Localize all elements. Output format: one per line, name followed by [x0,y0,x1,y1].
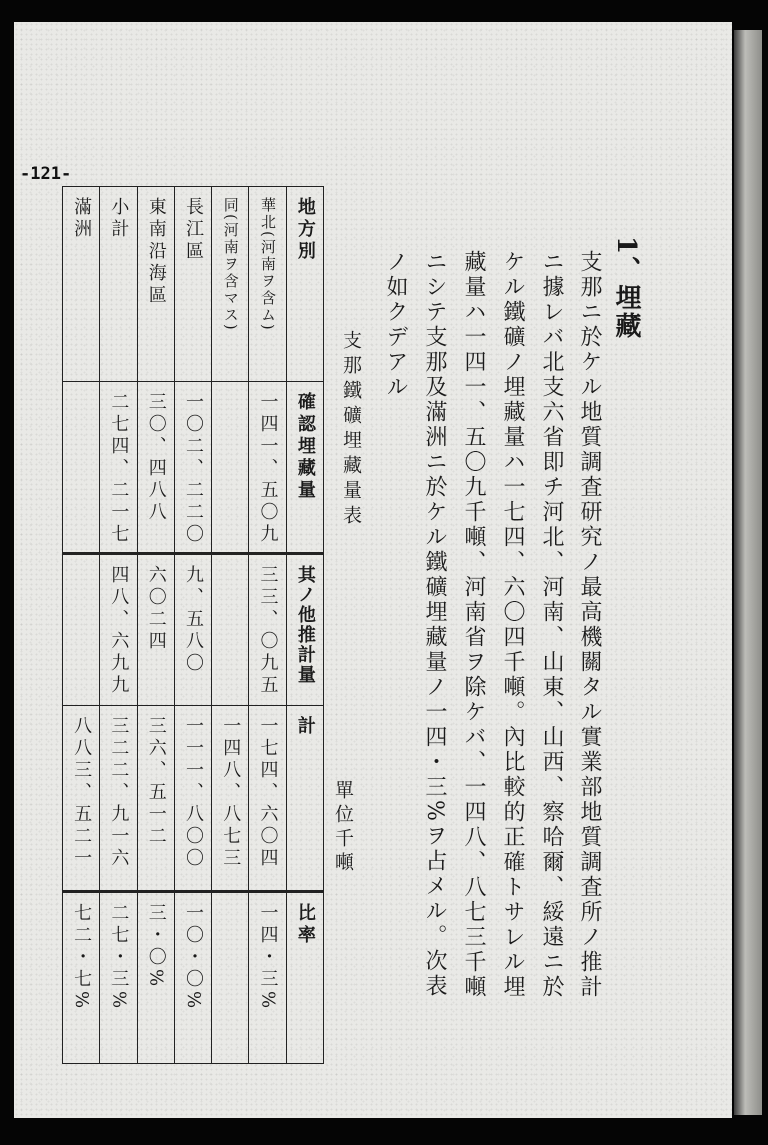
book-gutter [734,30,762,1115]
paragraph-line: 支那ニ於ケル地質調査研究ノ最高機關タル實業部地質調査所ノ推計 [577,250,602,1000]
cell-confirmed-north: 一四一、五〇九 [249,382,286,554]
paragraph-line: ノ如クデアル [383,250,408,400]
cell-total-subtotal: 三二二、九一六 [100,706,137,892]
cell-other-north-excl [212,554,249,706]
cell-other-north: 三三、〇九五 [249,554,286,706]
cell-ratio-north-excl [212,892,249,1064]
cell-ratio-subtotal: 二七・三% [100,892,137,1064]
cell-ratio-north: 一四・三% [249,892,286,1064]
cell-other-subtotal: 四八、六九九 [100,554,137,706]
cell-other-manchuria [63,554,100,706]
cell-region-north-excl: 同(河南ヲ含マス) [212,187,249,382]
table-title: 支那鐵礦埋藏量表 [340,330,362,530]
paragraph-line: ニシテ支那及滿洲ニ於ケル鐵礦埋藏量ノ一四・三%ヲ占メル。次表 [422,250,447,999]
cell-region-yangtze: 長江區 [174,187,211,382]
cell-ratio-southeast: 三・〇% [137,892,174,1064]
cell-confirmed-yangtze: 一〇二、二二〇 [174,382,211,554]
cell-confirmed-manchuria [63,382,100,554]
paragraph-line: ケル鐵礦ノ埋藏量ハ一七四、六〇四千噸。內比較的正確トサレル埋 [500,250,525,1000]
header-region: 地方別 [286,187,323,382]
cell-other-yangtze: 九、五八〇 [174,554,211,706]
paragraph-line: ニ據レバ北支六省即チ河北、河南、山東、山西、察哈爾、綏遠ニ於 [539,250,564,1000]
header-other: 其ノ他推計量 [286,554,323,706]
header-ratio: 比率 [286,892,323,1064]
page-number: -121- [20,164,72,184]
cell-ratio-manchuria: 七二・七% [63,892,100,1064]
paragraph-line: 藏量ハ一四一、五〇九千噸、河南省ヲ除ケバ、一四八、八七三千噸 [461,250,486,1000]
cell-total-north-excl: 一四八、八七三 [212,706,249,892]
header-total: 計 [286,706,323,892]
cell-other-southeast: 六〇二四 [137,554,174,706]
cell-total-yangtze: 一一一、八〇〇 [174,706,211,892]
cell-region-subtotal: 小計 [100,187,137,382]
cell-ratio-yangtze: 一〇・〇% [174,892,211,1064]
ore-reserves-table [62,186,324,1064]
cell-total-north: 一七四、六〇四 [249,706,286,892]
cell-region-manchuria: 滿洲 [63,187,100,382]
cell-total-manchuria: 八八三、五二一 [63,706,100,892]
cell-confirmed-subtotal: 二七四、二一七 [100,382,137,554]
cell-region-southeast: 東南沿海區 [137,187,174,382]
cell-total-southeast: 三六、五一二 [137,706,174,892]
cell-confirmed-north-excl [212,382,249,554]
section-heading: 1、埋藏 [611,236,641,341]
cell-confirmed-southeast: 三〇、四八八 [137,382,174,554]
header-confirmed: 確認埋藏量 [286,382,323,554]
unit-label: 單位千噸 [332,780,354,876]
cell-region-north: 華北(河南ヲ含ム) [249,187,286,382]
